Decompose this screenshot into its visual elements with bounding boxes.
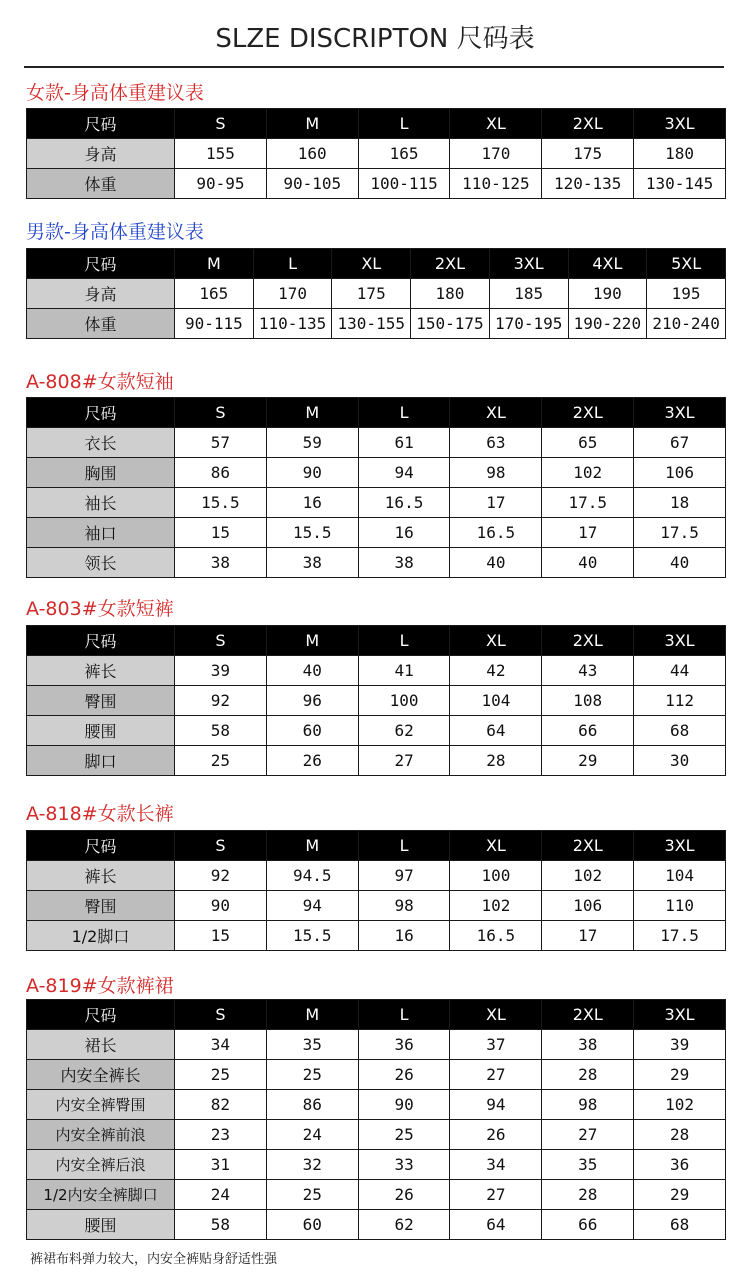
- value-cell: 98: [450, 458, 542, 488]
- value-cell: 17.5: [634, 518, 726, 548]
- row-label-cell: 内安全裤长: [27, 1060, 175, 1090]
- table-row: [27, 428, 726, 458]
- size-table-men-guide: [26, 248, 726, 339]
- value-cell: 16.5: [450, 518, 542, 548]
- header-cell-size-label: 尺码: [27, 626, 175, 656]
- header-cell-size: 3XL: [634, 109, 726, 139]
- value-cell: 155: [175, 139, 267, 169]
- value-cell: 190-220: [568, 309, 647, 339]
- header-cell-size: L: [358, 109, 450, 139]
- header-cell-size: L: [358, 1000, 450, 1030]
- value-cell: 17: [542, 921, 634, 951]
- table-row: [27, 1150, 726, 1180]
- table-row: [27, 716, 726, 746]
- value-cell: 104: [634, 861, 726, 891]
- row-label-cell: 内安全裤后浪: [27, 1150, 175, 1180]
- value-cell: 195: [647, 279, 726, 309]
- header-cell-size: M: [266, 626, 358, 656]
- value-cell: 60: [266, 716, 358, 746]
- value-cell: 41: [358, 656, 450, 686]
- value-cell: 65: [542, 428, 634, 458]
- value-cell: 90-95: [175, 169, 267, 199]
- value-cell: 62: [358, 1210, 450, 1240]
- value-cell: 180: [411, 279, 490, 309]
- value-cell: 102: [542, 861, 634, 891]
- value-cell: 15.5: [266, 921, 358, 951]
- section-title-a808: A-808#女款短袖: [26, 371, 174, 393]
- value-cell: 106: [542, 891, 634, 921]
- row-label-cell: 内安全裤前浪: [27, 1120, 175, 1150]
- table-header-row: [27, 109, 726, 139]
- header-cell-size: XL: [450, 398, 542, 428]
- value-cell: 30: [634, 746, 726, 776]
- value-cell: 28: [542, 1060, 634, 1090]
- header-cell-size: 3XL: [634, 398, 726, 428]
- row-label-cell: 裤长: [27, 656, 175, 686]
- value-cell: 38: [358, 548, 450, 578]
- value-cell: 170-195: [489, 309, 568, 339]
- table-row: [27, 518, 726, 548]
- row-label-cell: 裙长: [27, 1030, 175, 1060]
- value-cell: 62: [358, 716, 450, 746]
- value-cell: 67: [634, 428, 726, 458]
- value-cell: 110-135: [253, 309, 332, 339]
- value-cell: 16.5: [450, 921, 542, 951]
- table-row: [27, 488, 726, 518]
- row-label-cell: 内安全裤臀围: [27, 1090, 175, 1120]
- value-cell: 92: [175, 861, 267, 891]
- table-header-row: [27, 398, 726, 428]
- value-cell: 102: [450, 891, 542, 921]
- row-label-cell: 1/2内安全裤脚口: [27, 1180, 175, 1210]
- value-cell: 160: [266, 139, 358, 169]
- title-divider: [24, 66, 724, 68]
- header-cell-size-label: 尺码: [27, 831, 175, 861]
- value-cell: 27: [450, 1060, 542, 1090]
- value-cell: 59: [266, 428, 358, 458]
- value-cell: 28: [634, 1120, 726, 1150]
- value-cell: 25: [266, 1060, 358, 1090]
- header-cell-size: M: [175, 249, 254, 279]
- value-cell: 15.5: [175, 488, 267, 518]
- row-label-cell: 袖长: [27, 488, 175, 518]
- table-row: [27, 861, 726, 891]
- row-label-cell: 身高: [27, 279, 175, 309]
- value-cell: 94: [358, 458, 450, 488]
- value-cell: 61: [358, 428, 450, 458]
- value-cell: 58: [175, 716, 267, 746]
- value-cell: 106: [634, 458, 726, 488]
- header-cell-size: S: [175, 831, 267, 861]
- value-cell: 23: [175, 1120, 267, 1150]
- value-cell: 180: [634, 139, 726, 169]
- row-label-cell: 臀围: [27, 891, 175, 921]
- value-cell: 108: [542, 686, 634, 716]
- value-cell: 37: [450, 1030, 542, 1060]
- header-cell-size: 4XL: [568, 249, 647, 279]
- value-cell: 26: [358, 1060, 450, 1090]
- value-cell: 17: [450, 488, 542, 518]
- table-row: [27, 279, 726, 309]
- value-cell: 29: [542, 746, 634, 776]
- table-row: [27, 656, 726, 686]
- value-cell: 24: [266, 1120, 358, 1150]
- size-table-a818: [26, 830, 726, 951]
- value-cell: 26: [358, 1180, 450, 1210]
- value-cell: 38: [175, 548, 267, 578]
- header-cell-size: XL: [450, 831, 542, 861]
- value-cell: 64: [450, 1210, 542, 1240]
- row-label-cell: 袖口: [27, 518, 175, 548]
- header-cell-size: 5XL: [647, 249, 726, 279]
- value-cell: 34: [175, 1030, 267, 1060]
- table-row: [27, 1120, 726, 1150]
- header-cell-size: L: [358, 626, 450, 656]
- value-cell: 110-125: [450, 169, 542, 199]
- value-cell: 86: [266, 1090, 358, 1120]
- value-cell: 210-240: [647, 309, 726, 339]
- value-cell: 110: [634, 891, 726, 921]
- header-cell-size: 2XL: [542, 626, 634, 656]
- value-cell: 39: [634, 1030, 726, 1060]
- value-cell: 150-175: [411, 309, 490, 339]
- value-cell: 130-145: [634, 169, 726, 199]
- header-cell-size: XL: [450, 109, 542, 139]
- row-label-cell: 衣长: [27, 428, 175, 458]
- table-row: [27, 169, 726, 199]
- table-row: [27, 548, 726, 578]
- value-cell: 28: [450, 746, 542, 776]
- section-title-a818: A-818#女款长裤: [26, 803, 174, 825]
- row-label-cell: 脚口: [27, 746, 175, 776]
- header-cell-size: 3XL: [634, 831, 726, 861]
- size-table-women-guide: [26, 108, 726, 199]
- header-cell-size: 2XL: [542, 831, 634, 861]
- value-cell: 38: [266, 548, 358, 578]
- header-cell-size-label: 尺码: [27, 398, 175, 428]
- value-cell: 16: [266, 488, 358, 518]
- value-cell: 100: [450, 861, 542, 891]
- value-cell: 92: [175, 686, 267, 716]
- header-cell-size-label: 尺码: [27, 109, 175, 139]
- row-label-cell: 身高: [27, 139, 175, 169]
- header-cell-size: XL: [332, 249, 411, 279]
- value-cell: 63: [450, 428, 542, 458]
- table-row: [27, 1090, 726, 1120]
- header-cell-size: 3XL: [634, 626, 726, 656]
- value-cell: 86: [175, 458, 267, 488]
- header-cell-size: S: [175, 1000, 267, 1030]
- table-row: [27, 921, 726, 951]
- value-cell: 98: [542, 1090, 634, 1120]
- value-cell: 68: [634, 1210, 726, 1240]
- value-cell: 25: [175, 746, 267, 776]
- table-row: [27, 891, 726, 921]
- header-cell-size: S: [175, 398, 267, 428]
- header-cell-size: 2XL: [542, 109, 634, 139]
- value-cell: 33: [358, 1150, 450, 1180]
- table-row: [27, 139, 726, 169]
- value-cell: 190: [568, 279, 647, 309]
- value-cell: 38: [542, 1030, 634, 1060]
- section-title-a803: A-803#女款短裤: [26, 598, 174, 620]
- value-cell: 185: [489, 279, 568, 309]
- value-cell: 90: [266, 458, 358, 488]
- header-cell-size: XL: [450, 626, 542, 656]
- value-cell: 36: [358, 1030, 450, 1060]
- table-row: [27, 1030, 726, 1060]
- row-label-cell: 体重: [27, 309, 175, 339]
- table-row: [27, 686, 726, 716]
- value-cell: 26: [450, 1120, 542, 1150]
- table-header-row: [27, 1000, 726, 1030]
- header-cell-size: 2XL: [542, 1000, 634, 1030]
- header-cell-size: M: [266, 398, 358, 428]
- value-cell: 32: [266, 1150, 358, 1180]
- value-cell: 112: [634, 686, 726, 716]
- value-cell: 98: [358, 891, 450, 921]
- value-cell: 26: [266, 746, 358, 776]
- value-cell: 17: [542, 518, 634, 548]
- row-label-cell: 裤长: [27, 861, 175, 891]
- value-cell: 104: [450, 686, 542, 716]
- value-cell: 25: [358, 1120, 450, 1150]
- value-cell: 175: [542, 139, 634, 169]
- section-title-a819: A-819#女款裤裙: [26, 975, 174, 997]
- table-row: [27, 746, 726, 776]
- value-cell: 16.5: [358, 488, 450, 518]
- value-cell: 120-135: [542, 169, 634, 199]
- header-cell-size: 2XL: [411, 249, 490, 279]
- value-cell: 66: [542, 1210, 634, 1240]
- value-cell: 68: [634, 716, 726, 746]
- value-cell: 35: [542, 1150, 634, 1180]
- header-cell-size-label: 尺码: [27, 1000, 175, 1030]
- value-cell: 27: [450, 1180, 542, 1210]
- value-cell: 29: [634, 1180, 726, 1210]
- value-cell: 15.5: [266, 518, 358, 548]
- value-cell: 16: [358, 921, 450, 951]
- value-cell: 27: [358, 746, 450, 776]
- value-cell: 60: [266, 1210, 358, 1240]
- table-header-row: [27, 831, 726, 861]
- value-cell: 64: [450, 716, 542, 746]
- value-cell: 130-155: [332, 309, 411, 339]
- value-cell: 90-115: [175, 309, 254, 339]
- value-cell: 102: [542, 458, 634, 488]
- value-cell: 170: [253, 279, 332, 309]
- value-cell: 31: [175, 1150, 267, 1180]
- header-cell-size: M: [266, 109, 358, 139]
- value-cell: 40: [266, 656, 358, 686]
- value-cell: 36: [634, 1150, 726, 1180]
- size-table-a803: [26, 625, 726, 776]
- value-cell: 100: [358, 686, 450, 716]
- row-label-cell: 体重: [27, 169, 175, 199]
- value-cell: 25: [266, 1180, 358, 1210]
- header-cell-size: S: [175, 626, 267, 656]
- value-cell: 94: [450, 1090, 542, 1120]
- row-label-cell: 腰围: [27, 1210, 175, 1240]
- header-cell-size: M: [266, 1000, 358, 1030]
- header-cell-size: L: [358, 831, 450, 861]
- value-cell: 66: [542, 716, 634, 746]
- value-cell: 18: [634, 488, 726, 518]
- value-cell: 96: [266, 686, 358, 716]
- header-cell-size: L: [358, 398, 450, 428]
- footnote: 裤裙布料弹力较大，内安全裤贴身舒适性强: [30, 1252, 278, 1267]
- header-cell-size: 3XL: [634, 1000, 726, 1030]
- value-cell: 94: [266, 891, 358, 921]
- header-cell-size: M: [266, 831, 358, 861]
- header-cell-size-label: 尺码: [27, 249, 175, 279]
- value-cell: 175: [332, 279, 411, 309]
- table-row: [27, 1180, 726, 1210]
- value-cell: 43: [542, 656, 634, 686]
- value-cell: 40: [634, 548, 726, 578]
- value-cell: 82: [175, 1090, 267, 1120]
- value-cell: 165: [358, 139, 450, 169]
- value-cell: 90: [358, 1090, 450, 1120]
- value-cell: 165: [175, 279, 254, 309]
- value-cell: 28: [542, 1180, 634, 1210]
- value-cell: 100-115: [358, 169, 450, 199]
- value-cell: 27: [542, 1120, 634, 1150]
- value-cell: 25: [175, 1060, 267, 1090]
- value-cell: 15: [175, 518, 267, 548]
- table-row: [27, 458, 726, 488]
- row-label-cell: 1/2脚口: [27, 921, 175, 951]
- value-cell: 102: [634, 1090, 726, 1120]
- section-title-women-guide: 女款-身高体重建议表: [26, 82, 204, 104]
- value-cell: 17.5: [542, 488, 634, 518]
- value-cell: 40: [542, 548, 634, 578]
- header-cell-size: XL: [450, 1000, 542, 1030]
- page-title: SLZE DISCRIPTON 尺码表: [215, 24, 535, 54]
- table-row: [27, 1060, 726, 1090]
- value-cell: 94.5: [266, 861, 358, 891]
- header-cell-size: 3XL: [489, 249, 568, 279]
- header-cell-size: 2XL: [542, 398, 634, 428]
- value-cell: 90-105: [266, 169, 358, 199]
- size-table-a808: [26, 397, 726, 578]
- value-cell: 29: [634, 1060, 726, 1090]
- value-cell: 170: [450, 139, 542, 169]
- value-cell: 42: [450, 656, 542, 686]
- value-cell: 24: [175, 1180, 267, 1210]
- table-header-row: [27, 626, 726, 656]
- table-row: [27, 1210, 726, 1240]
- table-row: [27, 309, 726, 339]
- row-label-cell: 胸围: [27, 458, 175, 488]
- value-cell: 17.5: [634, 921, 726, 951]
- value-cell: 35: [266, 1030, 358, 1060]
- section-title-men-guide: 男款-身高体重建议表: [26, 221, 204, 243]
- value-cell: 57: [175, 428, 267, 458]
- header-cell-size: S: [175, 109, 267, 139]
- value-cell: 90: [175, 891, 267, 921]
- value-cell: 39: [175, 656, 267, 686]
- value-cell: 97: [358, 861, 450, 891]
- value-cell: 34: [450, 1150, 542, 1180]
- value-cell: 44: [634, 656, 726, 686]
- row-label-cell: 领长: [27, 548, 175, 578]
- value-cell: 15: [175, 921, 267, 951]
- value-cell: 40: [450, 548, 542, 578]
- row-label-cell: 臀围: [27, 686, 175, 716]
- header-cell-size: L: [253, 249, 332, 279]
- table-header-row: [27, 249, 726, 279]
- value-cell: 16: [358, 518, 450, 548]
- size-table-a819: [26, 999, 726, 1240]
- value-cell: 58: [175, 1210, 267, 1240]
- row-label-cell: 腰围: [27, 716, 175, 746]
